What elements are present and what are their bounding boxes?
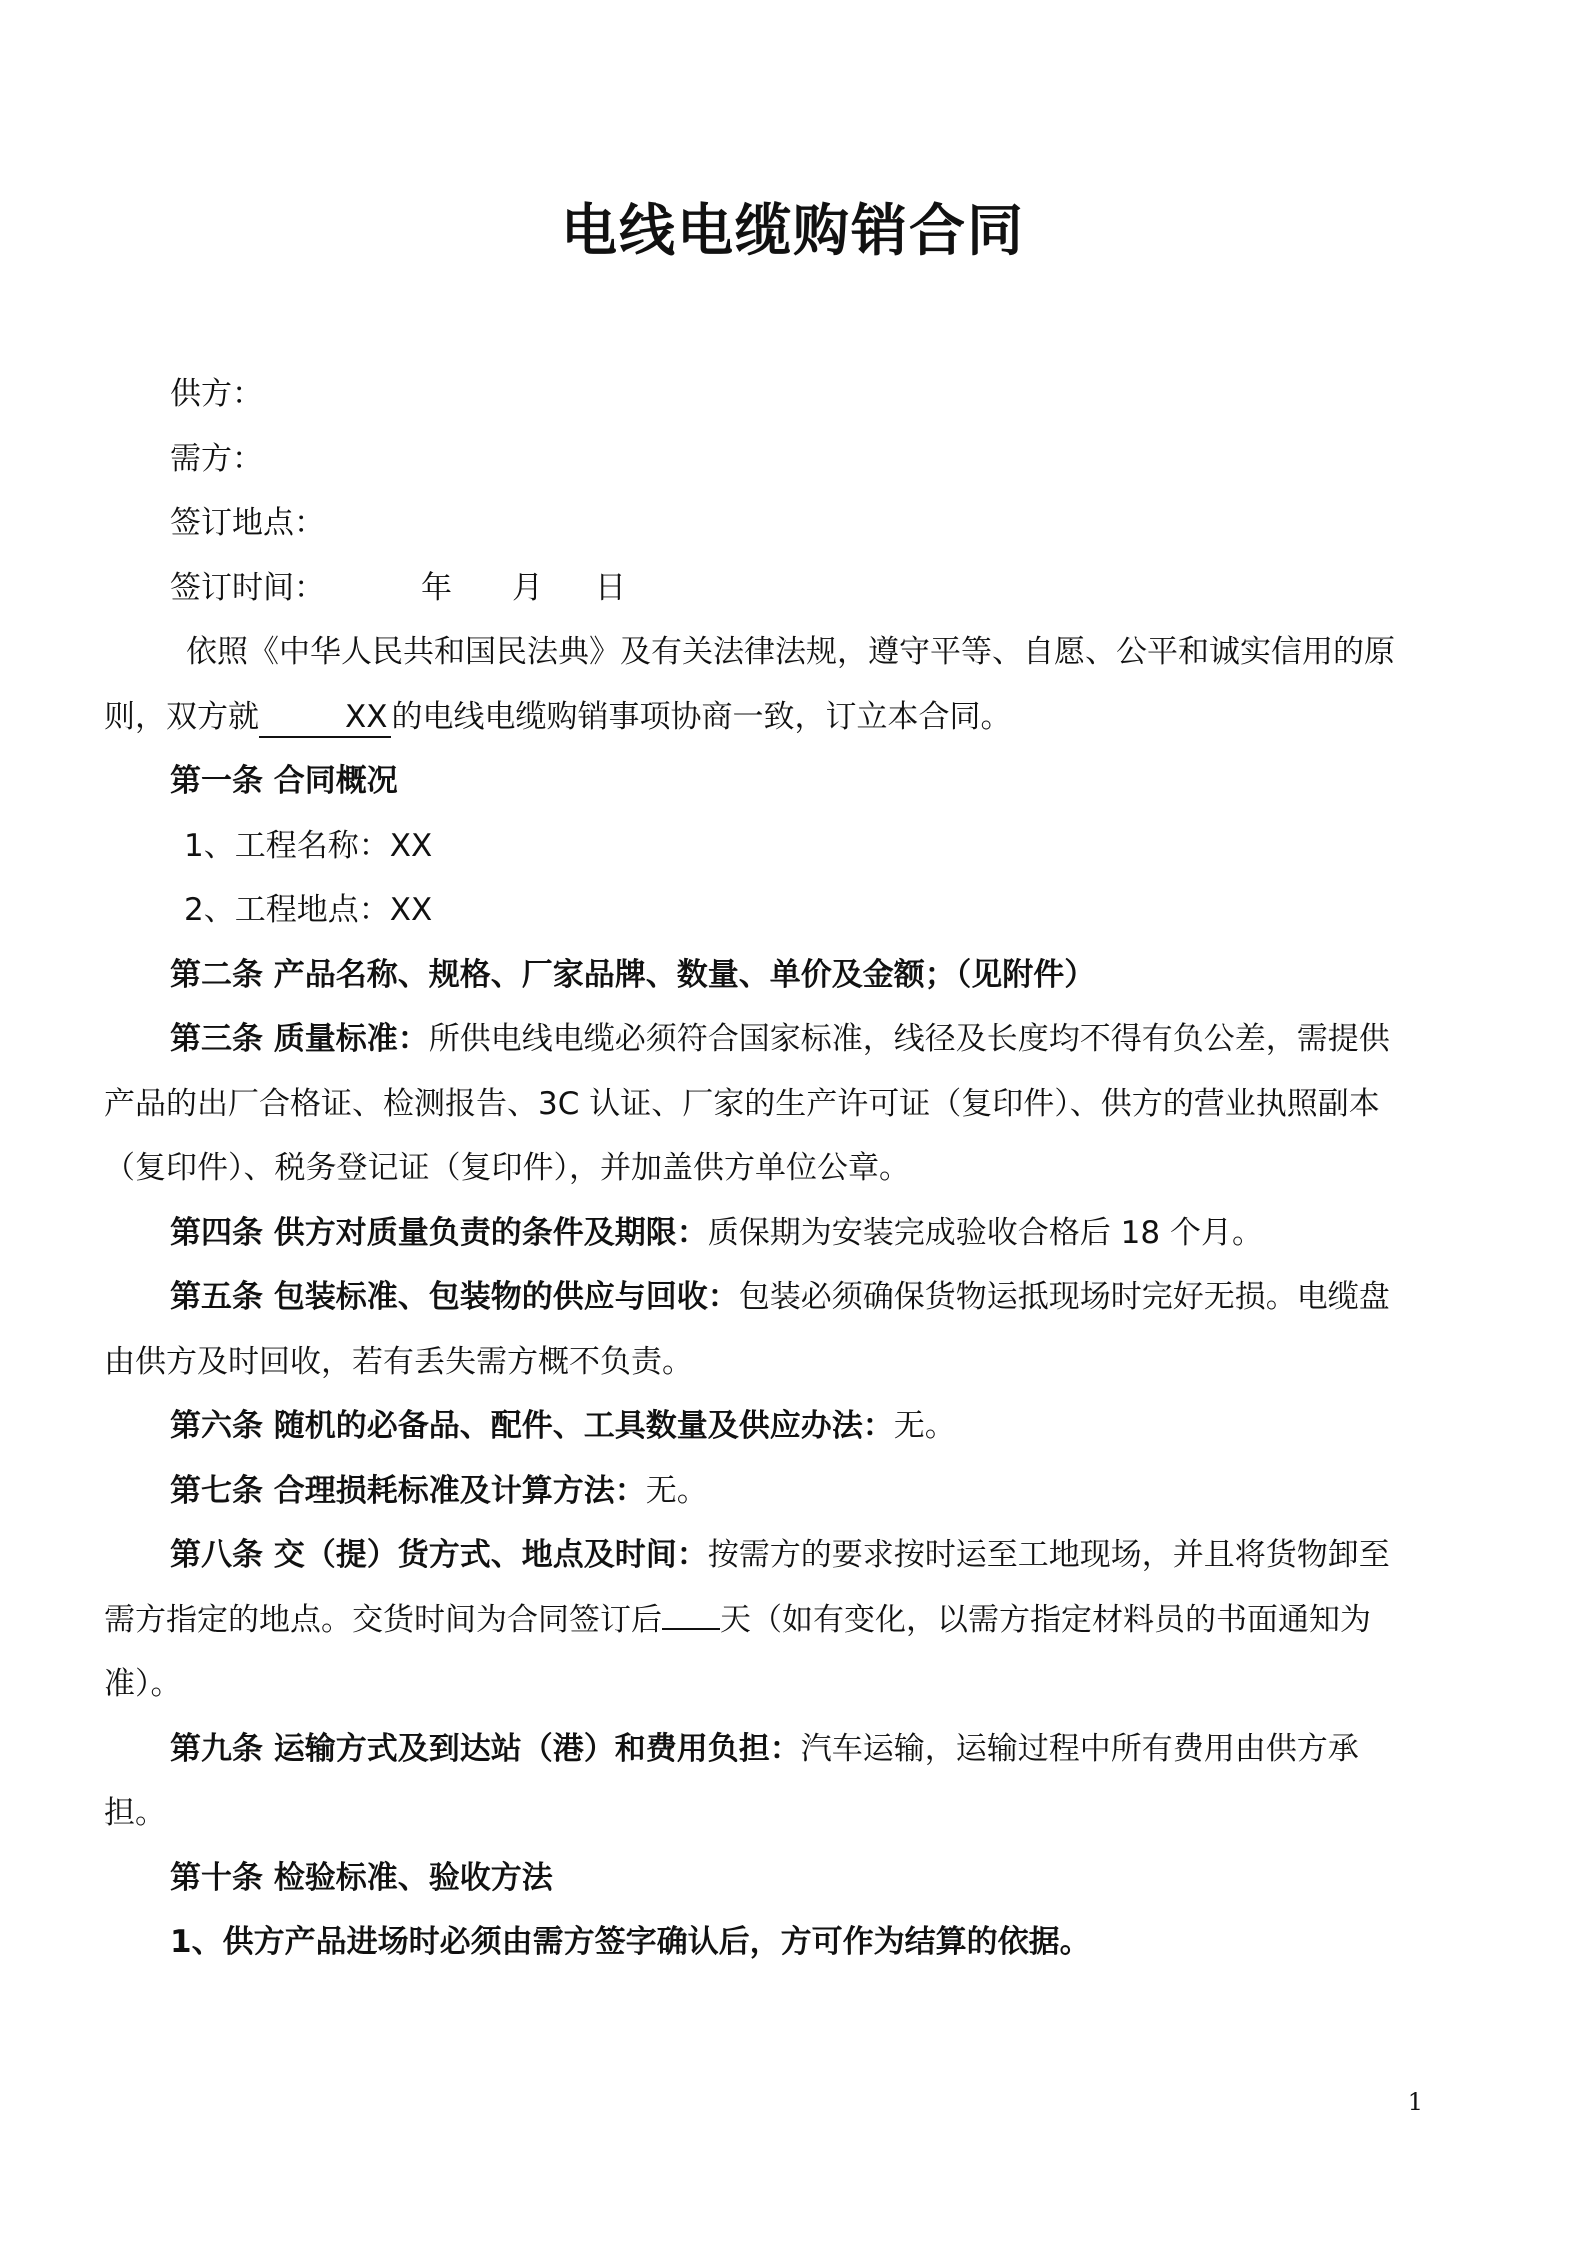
- supplier-label: 供方：: [170, 376, 263, 412]
- article-10-heading: 第十条 检验标准、验收方法: [170, 1859, 553, 1896]
- article-3: [104, 1007, 1420, 1201]
- intro-paragraph: [104, 620, 1420, 749]
- document-title: 电线电缆购销合同: [561, 199, 1025, 264]
- intro-text-1: 依照《中华人民共和国民法典》及有关法律法规，遵守平等、自愿、公平和诚实信用的原则，双方就: [104, 634, 1395, 735]
- page-number: 1: [1407, 2088, 1423, 2116]
- article-5-text: 包装必须确保货物运抵现场时完好无损。电缆盘由供方及时回收，若有丢失需方概不负责。: [104, 1279, 1390, 1380]
- article-7-heading: 第七条 合理损耗标准及计算方法：: [170, 1472, 646, 1509]
- article-3-heading: 第三条 质量标准：: [170, 1021, 429, 1057]
- contract-body: [104, 362, 1420, 1975]
- article-1-item-1: 1、工程名称：XX: [184, 827, 433, 864]
- buyer-label: 需方：: [170, 440, 263, 477]
- buyer-line: [170, 427, 1420, 492]
- article-8-text-1: 按需方的要求按时运至工地现场，并且将货物卸至需方指定的地点。交货时间为合同签订后: [104, 1537, 1390, 1638]
- signing-place-line: [170, 491, 1420, 556]
- signing-place-label: 签订地点：: [170, 505, 325, 541]
- article-9-text: 汽车运输，运输过程中所有费用由供方承担。: [104, 1730, 1359, 1831]
- article-8: [104, 1523, 1420, 1717]
- day-label: 日: [595, 569, 626, 606]
- article-6-text: 无。: [893, 1408, 956, 1444]
- article-1-heading: 第一条 合同概况: [170, 763, 398, 799]
- article-8-text-2: 天（如有变化，以需方指定材料员的书面通知为准）。: [104, 1601, 1371, 1702]
- article-9-heading: 第九条 运输方式及到达站（港）和费用负担：: [170, 1730, 801, 1767]
- year-label: 年: [421, 569, 452, 606]
- article-6: [170, 1394, 1420, 1459]
- article-6-heading: 第六条 随机的必备品、配件、工具数量及供应办法：: [170, 1408, 894, 1444]
- article-4: [170, 1201, 1420, 1266]
- month-label: 月: [512, 569, 543, 606]
- article-9: [104, 1717, 1420, 1846]
- article-3-text: 所供电线电缆必须符合国家标准，线径及长度均不得有负公差，需提供产品的出厂合格证、检测报告、3C 认证、厂家的生产许可证（复印件）、供方的营业执照副本（复印件）、税务登记证（复印件），并加盖供方单位公章。: [104, 1021, 1390, 1186]
- article-2-heading: 第二条 产品名称、规格、厂家品牌、数量、单价及金额；（见附件）: [170, 956, 1096, 993]
- supplier-line: [170, 362, 1420, 427]
- project-name-field: XX: [259, 698, 391, 738]
- article-4-heading: 第四条 供方对质量负责的条件及期限：: [170, 1214, 708, 1251]
- article-7-text: 无。: [645, 1472, 708, 1509]
- article-10-item-1: 1、供方产品进场时必须由需方签字确认后，方可作为结算的依据。: [170, 1924, 1091, 1960]
- signing-time-line: [170, 556, 1420, 621]
- article-1-item-2: 2、工程地点：XX: [184, 892, 433, 928]
- signing-time-label: 签订时间：: [170, 569, 325, 606]
- article-8-heading: 第八条 交（提）货方式、地点及时间：: [170, 1537, 708, 1573]
- article-7: [170, 1459, 1420, 1524]
- delivery-days-blank: [662, 1598, 720, 1630]
- article-4-text: 质保期为安装完成验收合格后 18 个月。: [707, 1214, 1263, 1251]
- intro-text-2: 的电线电缆购销事项协商一致，订立本合同。: [391, 698, 1012, 735]
- article-5-heading: 第五条 包装标准、包装物的供应与回收：: [170, 1279, 739, 1315]
- article-5: [104, 1265, 1420, 1394]
